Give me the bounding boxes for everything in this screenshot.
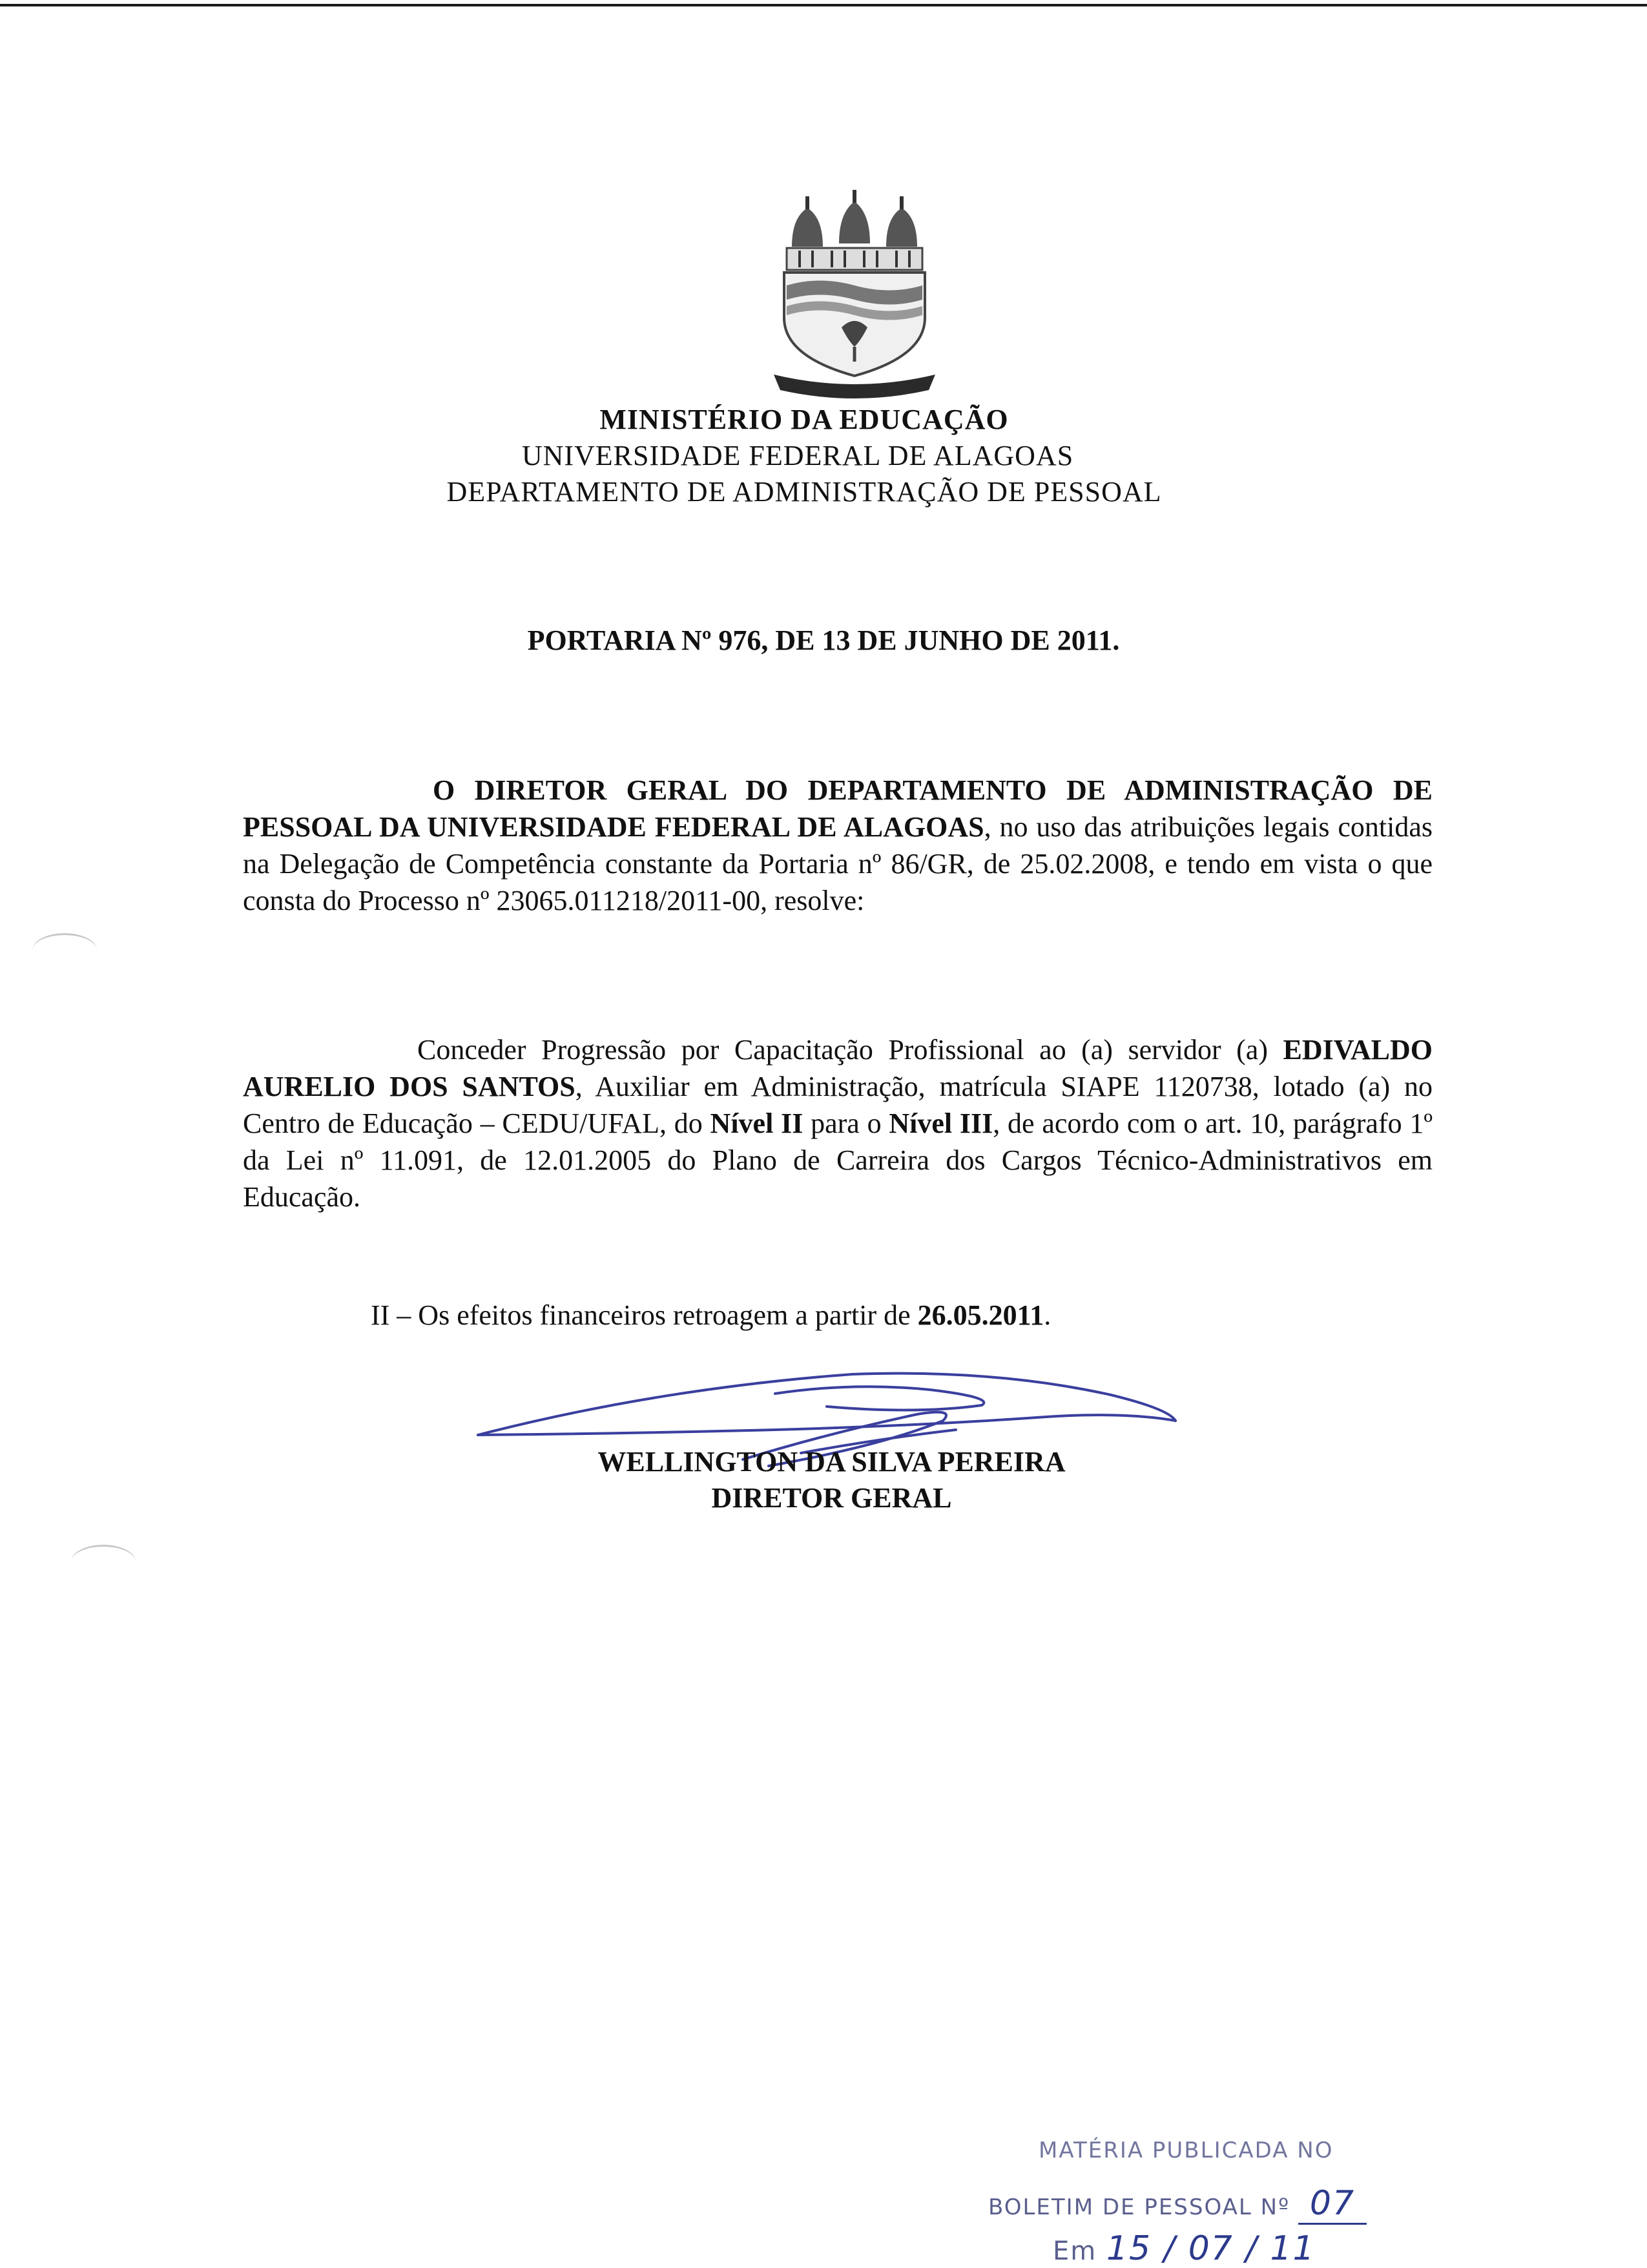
portaria-title: PORTARIA Nº 976, DE 13 DE JUNHO DE 2011. [527,624,1120,656]
article-2-paragraph [371,1297,1051,1334]
stamp-line-2 [988,2184,1367,2223]
effective-date: 26.05.2011 [917,1299,1044,1331]
ministry-name: MINISTÉRIO DA EDUCAÇÃO [599,404,1009,435]
article-1-paragraph [243,1031,1433,1215]
article-2-end: . [1044,1299,1051,1331]
scan-top-border [0,4,1647,6]
punch-hole-mark [32,933,97,967]
stamp-bulletin-number: 07 [1298,2184,1367,2225]
authority-name: O DIRETOR GERAL DO DEPARTAMENTO DE ADMINISTRAÇÃO DE PESSOAL DA UNIVERSIDADE FEDERAL DE ALAGOAS [243,774,1433,843]
signatory-name: WELLINGTON DA SILVA PEREIRA [597,1446,1066,1478]
preamble-text: , no uso das atribuições legais contidas na Delegação de Competência constante da Portaria nº 86/GR, de 25.02.2008, e tendo em vista o que consta do Processo nº 23065.011218/2011-00, resolve: [243,811,1433,916]
article-1-text: Conceder Progressão por Capacitação Profissional ao (a) servidor (a) [417,1034,1283,1066]
stamp-date-label: Em [1053,2236,1097,2266]
punch-hole-mark [71,1545,136,1579]
ufal-coat-of-arms-icon [767,189,942,402]
stamp-line-1: MATÉRIA PUBLICADA NO [1039,2138,1334,2163]
department-name: DEPARTAMENTO DE ADMINISTRAÇÃO DE PESSOAL [446,476,1162,508]
stamp-bulletin-label: BOLETIM DE PESSOAL Nº [988,2194,1290,2220]
stamp-line-3 [1053,2229,1316,2268]
article-1-text: , Auxiliar em Administração, matrícula SIAPE 1120738, lotado (a) no Centro de Educação – CEDU/UFAL, do [243,1071,1433,1139]
level-to: Nível III [889,1108,993,1139]
level-from: Nível II [710,1108,803,1139]
publication-stamp [988,2138,1453,2268]
article-1-text: para o [803,1108,889,1139]
signatory-title: DIRETOR GERAL [711,1482,952,1514]
university-name: UNIVERSIDADE FEDERAL DE ALAGOAS [521,440,1074,471]
article-1-text: , de acordo com o art. 10, parágrafo 1º da Lei nº 11.091, de 12.01.2005 do Plano de Carreira dos Cargos Técnico-Administrativos em Educação. [243,1108,1433,1213]
article-2-text: II – Os efeitos financeiros retroagem a partir de [371,1299,918,1331]
stamp-date: 15 / 07 / 11 [1106,2229,1316,2268]
servant-name: EDIVALDO AURELIO DOS SANTOS [243,1034,1433,1102]
preamble-paragraph [243,772,1433,919]
